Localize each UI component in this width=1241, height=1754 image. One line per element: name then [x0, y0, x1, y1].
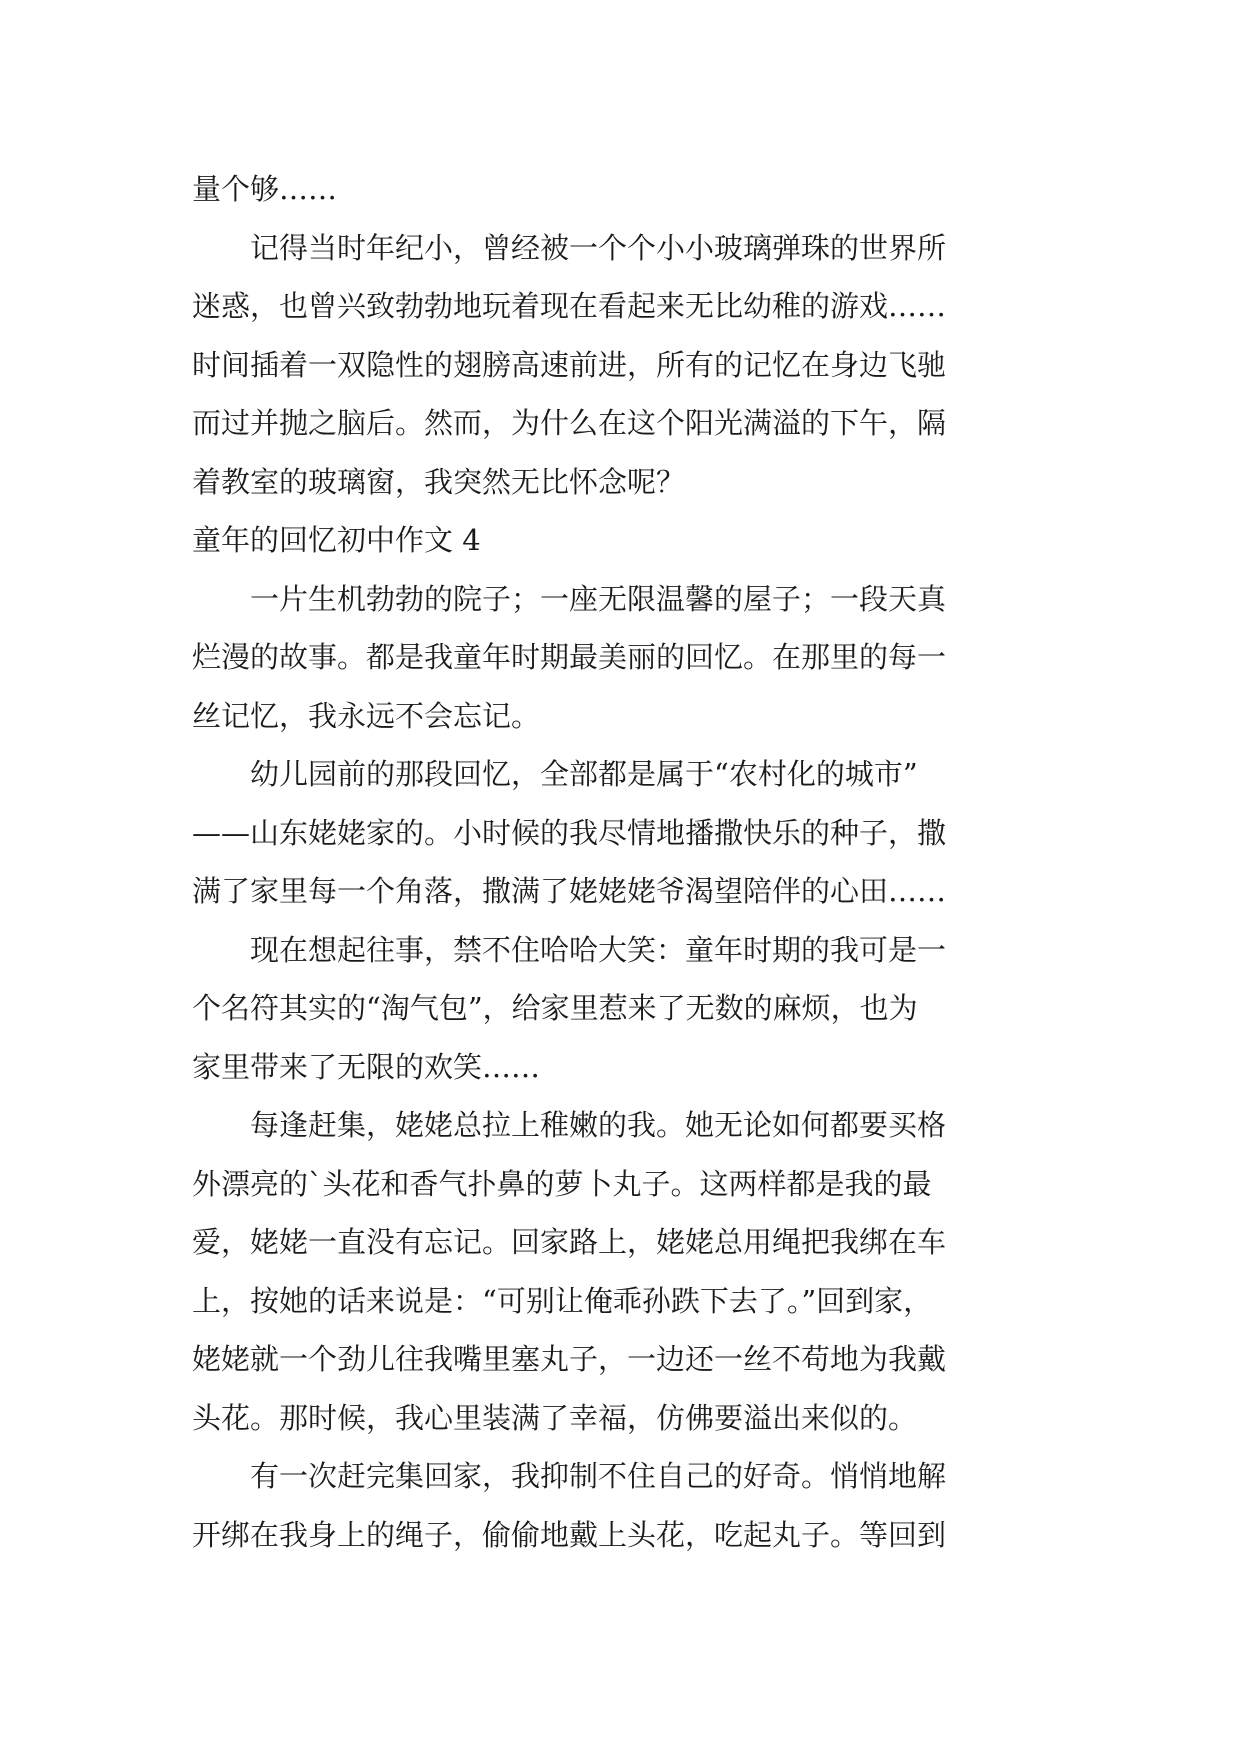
text-line: 量个够……	[192, 172, 338, 206]
text-line: 现在想起往事，禁不住哈哈大笑：童年时期的我可是一	[192, 932, 947, 967]
text-line: 每逢赶集，姥姥总拉上稚嫩的我。她无论如何都要买格	[192, 1108, 947, 1142]
text-line: 外漂亮的`头花和香气扑鼻的萝卜丸子。这两样都是我的最	[192, 1166, 932, 1201]
text-line: 烂漫的故事。都是我童年时期最美丽的回忆。在那里的每一	[192, 640, 947, 674]
text-line: 家里带来了无限的欢笑……	[192, 1049, 541, 1084]
text-line: 着教室的玻璃窗，我突然无比怀念呢？	[192, 464, 686, 499]
paragraph	[192, 570, 1048, 746]
text-line: 满了家里每一个角落，撒满了姥姥姥爷渴望陪伴的心田……	[192, 874, 947, 908]
paragraph	[192, 219, 1048, 512]
text-line: 爱，姥姥一直没有忘记。回家路上，姥姥总用绳把我绑在车	[192, 1225, 947, 1259]
text-line: ——山东姥姥家的。小时候的我尽情地播撒快乐的种子，撒	[192, 815, 947, 850]
text-line: 而过并抛之脑后。然而，为什么在这个阳光满溢的下午，隔	[192, 406, 947, 440]
text-line: 开绑在我身上的绳子，偷偷地戴上头花，吃起丸子。等回到	[192, 1517, 947, 1552]
text-line: 头花。那时候，我心里装满了幸福，仿佛要溢出来似的。	[192, 1400, 918, 1435]
text-line: 记得当时年纪小，曾经被一个个小小玻璃弹珠的世界所	[192, 230, 947, 265]
heading-text: 童年的回忆初中作文 4	[192, 523, 481, 557]
paragraph	[192, 745, 1048, 921]
text-line: 一片生机勃勃的院子；一座无限温馨的屋子；一段天真	[192, 581, 947, 616]
paragraph	[192, 921, 1048, 1097]
text-line: 上，按她的话来说是：“可别让俺乖孙跌下去了。”回到家，	[192, 1283, 933, 1318]
text-line: 时间插着一双隐性的翅膀高速前进，所有的记忆在身边飞驰	[192, 347, 947, 382]
text-line: 丝记忆，我永远不会忘记。	[192, 698, 541, 733]
paragraph	[192, 160, 1048, 219]
text-line: 迷惑，也曾兴致勃勃地玩着现在看起来无比幼稚的游戏……	[192, 289, 947, 323]
paragraph	[192, 1096, 1048, 1447]
document-body	[192, 160, 1048, 1564]
text-line: 个名符其实的“淘气包”，给家里惹来了无数的麻烦，也为	[192, 991, 918, 1025]
text-line: 有一次赶完集回家，我抑制不住自己的好奇。悄悄地解	[192, 1459, 947, 1493]
text-line: 姥姥就一个劲儿往我嘴里塞丸子，一边还一丝不苟地为我戴	[192, 1342, 947, 1376]
section-heading	[192, 511, 1048, 570]
text-line: 幼儿园前的那段回忆，全部都是属于“农村化的城市”	[192, 757, 918, 791]
paragraph	[192, 1447, 1048, 1564]
